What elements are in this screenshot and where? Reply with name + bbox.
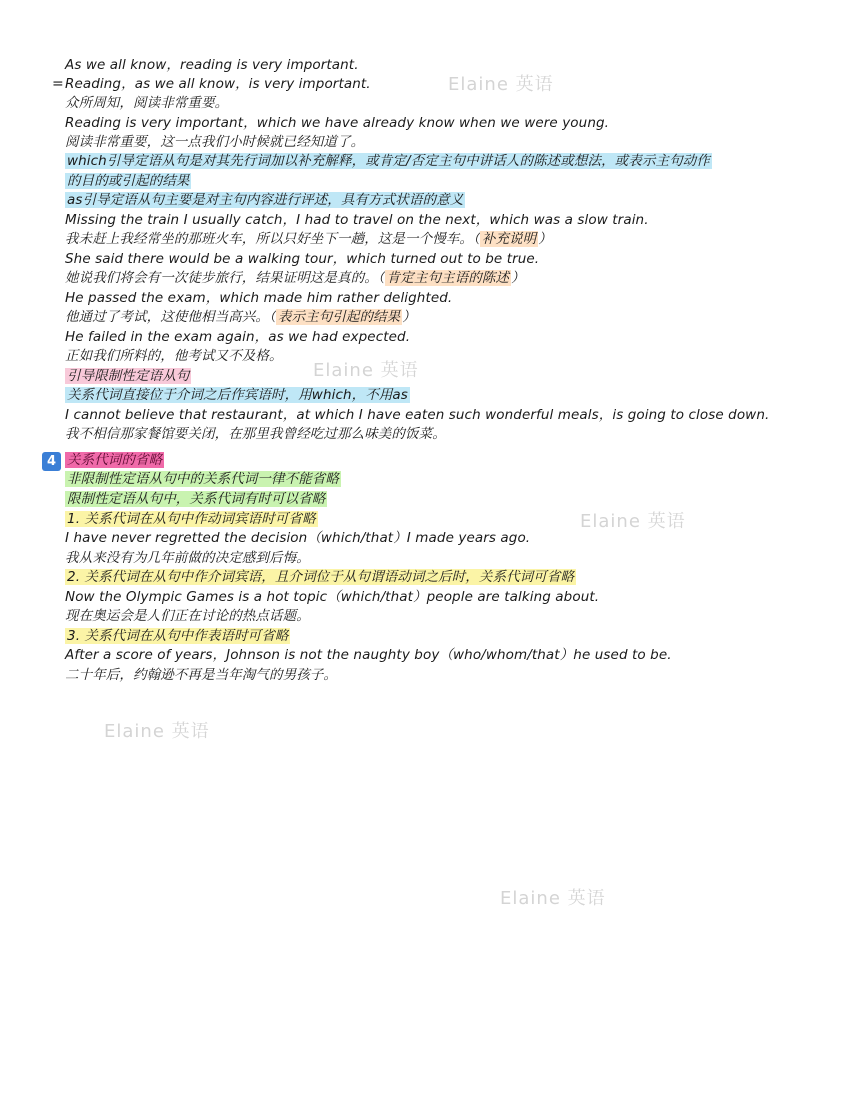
paren: ） [538, 231, 552, 247]
rule-note [65, 367, 191, 386]
translation-text: 我未赶上我经常坐的那班火车，所以只好坐下一趟，这是一个慢车。（ [65, 231, 480, 247]
watermark: Elaine 英语 [500, 888, 606, 909]
rule-note-text: as引导定语从句主要是对主句内容进行评述，具有方式状语的意义 [67, 192, 464, 208]
example-sentence: Missing the train I usually catch，I had to travel on the next，which was a slow train. [65, 212, 649, 228]
rule-note [65, 490, 327, 509]
translation: 二十年后，约翰逊不再是当年淘气的男孩子。 [65, 667, 337, 683]
translation: 我不相信那家餐馆要关闭，在那里我曾经吃过那么味美的饭菜。 [65, 426, 446, 442]
rule-note-text: 非限制性定语从句中的关系代词一律不能省略 [67, 471, 339, 487]
rule-note-text: 引导限制性定语从句 [67, 368, 190, 384]
rule-note-text: 限制性定语从句中，关系代词有时可以省略 [67, 491, 326, 507]
translation-text: 他通过了考试，这使他相当高兴。（ [65, 309, 276, 325]
example-sentence: He failed in the exam again，as we had expected. [65, 329, 411, 345]
translation: 现在奥运会是人们正在讨论的热点话题。 [65, 608, 310, 624]
rule-note-text: 的目的或引起的结果 [67, 173, 190, 189]
rule-note [65, 172, 191, 191]
watermark: Elaine 英语 [448, 74, 554, 95]
example-sentence: He passed the exam，which made him rather delighted. [65, 290, 453, 306]
paren: ） [511, 270, 525, 286]
function-note: 肯定主句主语的陈述 [386, 270, 510, 286]
rule-note-text: 关系代词直接位于介词之后作宾语时，用which，不用as [67, 387, 408, 403]
section-heading-text: 关系代词的省略 [67, 452, 163, 468]
watermark: Elaine 英语 [104, 721, 210, 742]
example-sentence: Now the Olympic Games is a hot topic（which/that）people are talking about. [65, 589, 600, 605]
rule-note [65, 191, 465, 210]
rule-note [65, 470, 341, 489]
watermark: Elaine 英语 [580, 511, 686, 532]
example-sentence: As we all know，reading is very important. [65, 57, 359, 73]
translation: 众所周知，阅读非常重要。 [65, 95, 229, 111]
example-sentence: I cannot believe that restaurant，at which I have eaten such wonderful meals，is going to close down. [65, 407, 770, 423]
rule-note-text: which引导定语从句是对其先行词加以补充解释，或肯定/否定主句中讲话人的陈述或想法，或表示主句动作 [67, 153, 710, 169]
rule-note [65, 386, 410, 405]
paren: ） [402, 309, 416, 325]
sub-rule-text: 3. 关系代词在从句中作表语时可省略 [67, 628, 289, 644]
example-sentence: After a score of years，Johnson is not the naughty boy（who/whom/that）he used to be. [65, 647, 672, 663]
translation-text: 她说我们将会有一次徒步旅行，结果证明这是真的。（ [65, 270, 385, 286]
section-heading [65, 451, 164, 470]
example-sentence: Reading is very important，which we have already know when we were young. [65, 115, 610, 131]
translation: 正如我们所料的，他考试又不及格。 [65, 348, 283, 364]
translation: 阅读非常重要，这一点我们小时候就已经知道了。 [65, 134, 365, 150]
sub-rule [65, 568, 576, 587]
function-note: 表示主句引起的结果 [277, 309, 401, 325]
watermark: Elaine 英语 [313, 360, 419, 381]
rule-note [65, 152, 712, 171]
example-sentence: She said there would be a walking tour，which turned out to be true. [65, 251, 540, 267]
translation [65, 308, 416, 327]
translation [65, 230, 552, 249]
example-sentence: I have never regretted the decision（which/that）I made years ago. [65, 530, 531, 546]
sub-rule-text: 1. 关系代词在从句中作动词宾语时可省略 [67, 511, 316, 527]
sub-rule [65, 510, 318, 529]
translation: 我从来没有为几年前做的决定感到后悔。 [65, 550, 310, 566]
sub-rule-text: 2. 关系代词在从句中作介词宾语，且介词位于从句谓语动词之后时，关系代词可省略 [67, 569, 575, 585]
function-note: 补充说明 [481, 231, 537, 247]
translation [65, 269, 525, 288]
section-number-badge: 4 [42, 452, 61, 471]
example-sentence: Reading，as we all know，is very important. [65, 76, 371, 92]
sub-rule [65, 627, 290, 646]
equals-sign: = [52, 76, 64, 92]
